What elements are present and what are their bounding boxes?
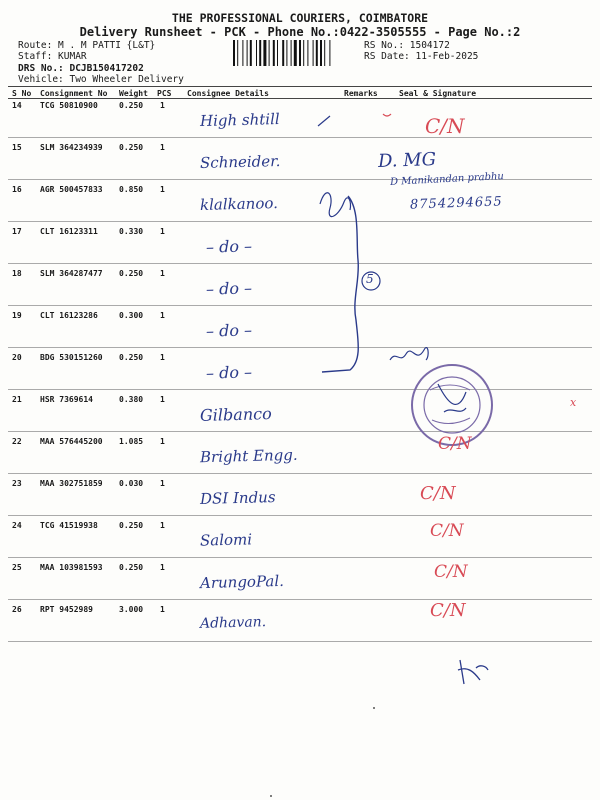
- consignment-cell: SLM 364234939: [40, 143, 103, 152]
- pcs-cell: 1: [160, 605, 165, 614]
- pcs-cell: 1: [160, 143, 165, 152]
- drs-number: DRS No.: DCJB150417202: [18, 63, 144, 74]
- row16-receiver-phone: 8754294655: [409, 194, 503, 213]
- col-header-remarks: Remarks: [344, 89, 378, 98]
- consignee-handwritten: klalkanoo.: [199, 193, 279, 215]
- consignment-cell: AGR 500457833: [40, 185, 103, 194]
- consignee-handwritten: – do –: [205, 278, 253, 299]
- consignee-handwritten: Bright Engg.: [199, 445, 298, 467]
- consignment-cell: HSR 7369614: [40, 395, 93, 404]
- consignee-handwritten: Schneider.: [199, 151, 281, 173]
- weight-cell: 3.000: [119, 605, 144, 614]
- weight-cell: 0.300: [119, 311, 144, 320]
- consignment-cell: MAA 576445200: [40, 437, 103, 446]
- consignment-cell: SLM 364287477: [40, 269, 103, 278]
- pcs-cell: 1: [160, 227, 165, 236]
- consignment-cell: RPT 9452989: [40, 605, 93, 614]
- col-header-consignee: Consignee Details: [187, 89, 269, 98]
- pcs-cell: 1: [160, 269, 165, 278]
- company-name: THE PROFESSIONAL COURIERS, COIMBATORE: [171, 11, 429, 25]
- weight-cell: 0.250: [119, 101, 144, 110]
- weight-cell: 0.250: [119, 353, 144, 362]
- consignee-handwritten: Gilbanco: [199, 404, 272, 425]
- pcs-cell: 1: [160, 563, 165, 572]
- sno-cell: 20: [12, 353, 22, 362]
- weight-cell: 0.250: [119, 269, 144, 278]
- pcs-cell: 1: [160, 353, 165, 362]
- consignment-cell: MAA 302751859: [40, 479, 103, 488]
- pcs-cell: 1: [160, 101, 165, 110]
- cln-mark: C/N: [425, 114, 465, 138]
- col-header-sno: S No: [12, 89, 32, 98]
- consignment-cell: CLT 16123311: [40, 227, 98, 236]
- cln-mark: C/N: [430, 600, 466, 621]
- weight-cell: 0.850: [119, 185, 144, 194]
- weight-cell: 1.085: [119, 437, 144, 446]
- pcs-cell: 1: [160, 395, 165, 404]
- consignment-cell: BDG 530151260: [40, 353, 103, 362]
- col-header-consignment: Consignment No: [40, 89, 108, 98]
- weight-cell: 0.030: [119, 479, 144, 488]
- consignee-handwritten: – do –: [205, 236, 253, 257]
- sno-cell: 24: [12, 521, 22, 530]
- consignee-handwritten: Adhavan.: [199, 614, 267, 632]
- sno-cell: 23: [12, 479, 22, 488]
- cln-mark: C/N: [420, 483, 456, 504]
- row16-receiver-name: D Manikandan prabhu: [389, 171, 505, 188]
- weight-cell: 0.250: [119, 563, 144, 572]
- staff-label: Staff: KUMAR: [18, 51, 87, 62]
- consignment-cell: MAA 103981593: [40, 563, 103, 572]
- weight-cell: 0.380: [119, 395, 144, 404]
- rs-date: RS Date: 11-Feb-2025: [364, 51, 479, 62]
- col-header-weight: Weight: [119, 89, 148, 98]
- col-header-pcs: PCS: [157, 89, 172, 98]
- pcs-cell: 1: [160, 521, 165, 530]
- consignment-cell: TCG 50810900: [40, 101, 98, 110]
- route-label: Route: M . M PATTI {L&T}: [18, 40, 156, 51]
- consignment-cell: TCG 41519938: [40, 521, 98, 530]
- sno-cell: 18: [12, 269, 22, 278]
- red-x-mark: x: [570, 396, 577, 409]
- sno-cell: 19: [12, 311, 22, 320]
- sno-cell: 25: [12, 563, 22, 572]
- sno-cell: 22: [12, 437, 22, 446]
- pcs-cell: 1: [160, 185, 165, 194]
- consignee-handwritten: – do –: [205, 362, 253, 383]
- sno-cell: 15: [12, 143, 22, 152]
- consignment-cell: CLT 16123286: [40, 311, 98, 320]
- weight-cell: 0.330: [119, 227, 144, 236]
- sno-cell: 17: [12, 227, 22, 236]
- consignee-handwritten: DSI Indus: [199, 488, 276, 508]
- circled-number: 5: [366, 272, 374, 286]
- sno-cell: 21: [12, 395, 22, 404]
- runsheet-title: Delivery Runsheet - PCK - Phone No.:0422-3505555 - Page No.:2: [79, 25, 521, 39]
- row15-signature: D. MG: [377, 148, 437, 173]
- cln-mark: C/N: [434, 562, 468, 582]
- col-header-seal: Seal & Signature: [399, 89, 477, 98]
- weight-cell: 0.250: [119, 143, 144, 152]
- weight-cell: 0.250: [119, 521, 144, 530]
- cln-mark: C/N: [438, 434, 472, 454]
- sno-cell: 26: [12, 605, 22, 614]
- consignee-handwritten: ArungoPal.: [199, 571, 285, 593]
- vehicle-label: Vehicle: Two Wheeler Delivery: [18, 74, 184, 85]
- consignee-handwritten: – do –: [205, 320, 253, 341]
- cln-mark: C/N: [430, 521, 464, 541]
- pcs-cell: 1: [160, 311, 165, 320]
- consignee-handwritten: Salomi: [199, 530, 253, 550]
- sno-cell: 14: [12, 101, 22, 110]
- pcs-cell: 1: [160, 479, 165, 488]
- sno-cell: 16: [12, 185, 22, 194]
- consignee-handwritten: High shtill: [199, 109, 280, 131]
- rs-number: RS No.: 1504172: [364, 40, 450, 51]
- pcs-cell: 1: [160, 437, 165, 446]
